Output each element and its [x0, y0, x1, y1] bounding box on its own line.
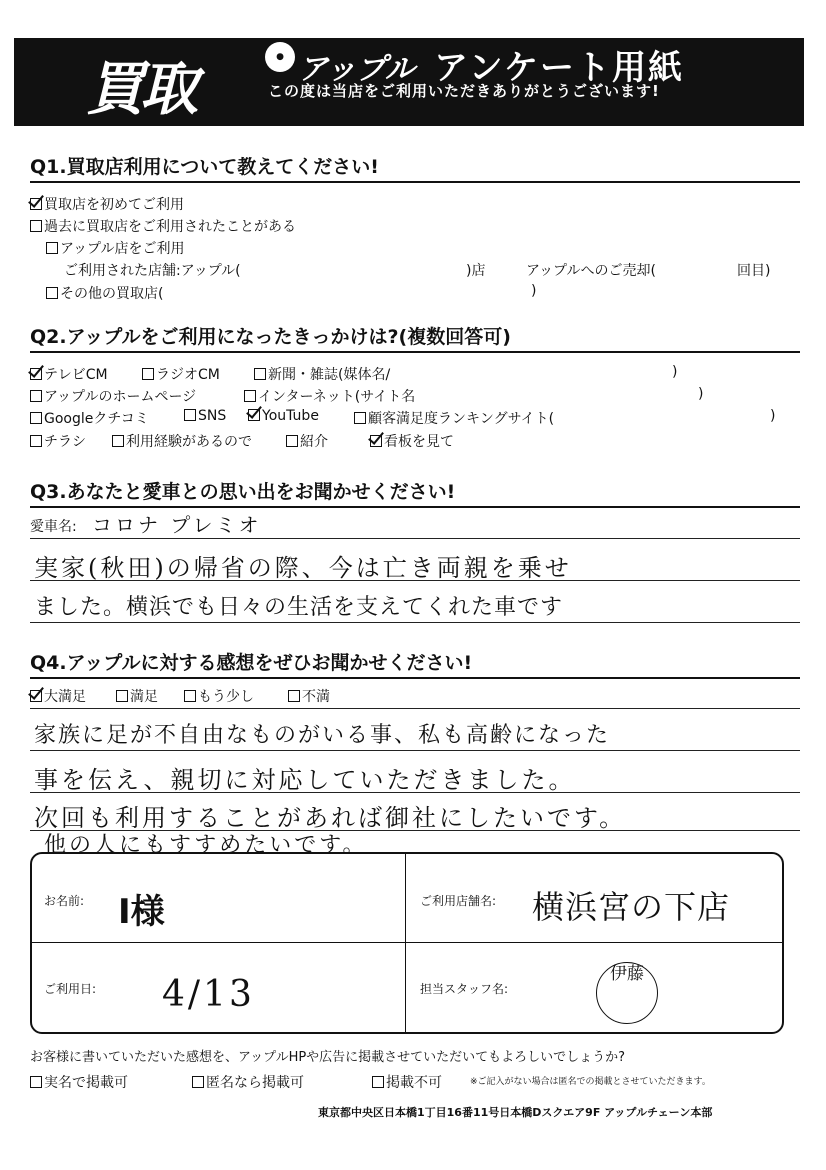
q4-text-line-1: 家族に足が不自由なものがいる事、私も高齢になった [34, 723, 611, 748]
store-label: ご利用店舗名: [420, 894, 497, 908]
checkbox[interactable] [254, 368, 266, 380]
footer-question: お客様に書いていただいた感想を、アップルHPや広告に掲載させていただいてもよろしいでしょうか? [30, 1050, 626, 1065]
checkbox[interactable] [184, 409, 196, 421]
checkbox-checked[interactable] [248, 409, 260, 421]
q2-sns-label: SNS [198, 408, 227, 424]
q2-signboard-label: 看板を見て [384, 434, 454, 450]
header-big-title: 買取 [86, 55, 195, 123]
q2-homepage-option[interactable] [30, 386, 196, 406]
q2-ranking-option[interactable] [354, 408, 554, 428]
staff-stamp: 伊藤 [596, 962, 658, 1024]
q2-paper-option[interactable] [254, 364, 390, 384]
date-label: ご利用日: [44, 982, 97, 996]
date-value: 4/13 [162, 974, 255, 1015]
panel-divider-horizontal [30, 942, 784, 943]
panel-divider-vertical [405, 852, 406, 1034]
checkbox[interactable] [46, 242, 58, 254]
q1-sold-open: アップルへのご売却( [526, 263, 656, 279]
q2-experience-option[interactable] [112, 431, 252, 451]
q3-line-rule [30, 622, 800, 623]
q1-title: Q1.買取店利用について教えてください! [30, 156, 379, 178]
q4-text-line-4: 他の人にもすすめたいです。 [44, 833, 368, 858]
checkbox[interactable] [286, 435, 298, 447]
q4-text-line-3: 次回も利用することがあれば御社にしたいです。 [34, 804, 627, 832]
q2-internet-label: インターネット(サイト名 [258, 389, 416, 405]
checkbox-checked[interactable] [30, 198, 42, 210]
q4-line-rule [30, 750, 800, 751]
q1-past-label: 過去に買取店をご利用されたことがある [44, 219, 296, 235]
checkbox[interactable] [372, 1076, 384, 1088]
q2-paper-close: ) [672, 364, 678, 380]
checkbox[interactable] [30, 412, 42, 424]
q3-title: Q3.あなたと愛車との思い出をお聞かせください! [30, 481, 456, 503]
q2-tv-option[interactable] [30, 364, 108, 384]
checkbox[interactable] [30, 435, 42, 447]
name-label: お名前: [44, 894, 85, 908]
q4-satisfied-option[interactable] [116, 686, 158, 706]
q2-google-option[interactable] [30, 408, 149, 428]
q3-text-line-2: ました。横浜でも日々の生活を支えてくれた車です [34, 595, 564, 620]
q4-little-option[interactable] [184, 686, 254, 706]
checkbox[interactable] [184, 690, 196, 702]
checkbox-checked[interactable] [30, 368, 42, 380]
q1-past-option[interactable] [30, 216, 296, 236]
footer-no-option[interactable] [372, 1072, 442, 1092]
q2-youtube-option[interactable] [248, 408, 319, 424]
footer-anon-option[interactable] [192, 1072, 304, 1092]
q2-signboard-option[interactable] [370, 431, 454, 451]
q2-intro-option[interactable] [286, 431, 328, 451]
q1-store-line-open: ご利用された店舗:アップル( [64, 263, 241, 279]
q4-rule [30, 677, 800, 679]
store-value: 横浜宮の下店 [532, 888, 731, 926]
footer-no-label: 掲載不可 [386, 1075, 442, 1091]
checkbox[interactable] [30, 390, 42, 402]
checkbox[interactable] [142, 368, 154, 380]
q2-paper-label: 新聞・雑誌(媒体名/ [268, 367, 391, 383]
q4-little-label: もう少し [198, 689, 254, 705]
q2-intro-label: 紹介 [300, 434, 328, 450]
q2-experience-label: 利用経験があるので [126, 434, 252, 450]
staff-label: 担当スタッフ名: [420, 982, 509, 996]
q1-apple-label: アップル店をご利用 [60, 241, 185, 257]
q4-very-label: 大満足 [44, 689, 86, 705]
q2-tv-label: テレビCM [44, 367, 108, 383]
footer-real-option[interactable] [30, 1072, 128, 1092]
q4-satisfied-label: 満足 [130, 689, 158, 705]
q4-dissatisfied-label: 不満 [302, 689, 330, 705]
q3-line-rule [30, 580, 800, 581]
q3-text-line-1: 実家(秋田)の帰省の際、今は亡き両親を乗せ [34, 554, 572, 582]
q1-other-option[interactable] [46, 283, 163, 303]
name-value: I様 [118, 892, 165, 932]
q3-car-label: 愛車名: [30, 519, 77, 535]
footer-note: ※ご記入がない場合は匿名での掲載とさせていただきます。 [470, 1077, 711, 1087]
footer-address: 東京都中央区日本橋1丁目16番11号日本橋Dスクエア9F アップルチェーン本部 [318, 1106, 713, 1119]
q4-line-rule [30, 792, 800, 793]
q2-sns-option[interactable] [184, 408, 226, 424]
q2-youtube-label: YouTube [262, 408, 319, 424]
customer-info-panel [30, 852, 784, 1034]
q3-rule [30, 506, 800, 508]
q4-text-line-2: 事を伝え、親切に対応していただきました。 [34, 766, 576, 794]
header-subtitle: この度は当店をご利用いただきありがとうございます! [268, 82, 660, 100]
q1-first-label: 買取店を初めてご利用 [44, 197, 184, 213]
q2-internet-option[interactable] [244, 386, 415, 406]
q2-homepage-label: アップルのホームページ [44, 389, 197, 405]
header-title: アンケート用紙 [434, 48, 684, 88]
q2-internet-close: ) [698, 386, 704, 402]
q2-rule [30, 351, 800, 353]
checkbox[interactable] [288, 690, 300, 702]
q2-flyer-option[interactable] [30, 431, 86, 451]
q2-google-label: Googleクチコミ [44, 411, 149, 427]
q1-sold-close: 回目) [737, 263, 771, 279]
q3-car-name: コロナ プレミオ [92, 513, 262, 537]
footer-real-label: 実名で掲載可 [44, 1075, 128, 1091]
q1-other-label: その他の買取店( [60, 286, 164, 302]
q1-other-close: ) [531, 283, 537, 299]
q1-first-option[interactable] [30, 194, 184, 214]
checkbox-checked[interactable] [370, 435, 382, 447]
q4-dissatisfied-option[interactable] [288, 686, 330, 706]
checkbox[interactable] [30, 220, 42, 232]
checkbox[interactable] [30, 1076, 42, 1088]
q2-ranking-label: 顧客満足度ランキングサイト( [368, 411, 555, 427]
checkbox[interactable] [244, 390, 256, 402]
q1-store-line-close: )店 [466, 263, 486, 279]
q1-rule [30, 181, 800, 183]
q2-flyer-label: チラシ [44, 434, 86, 450]
checkbox[interactable] [354, 412, 366, 424]
q2-radio-label: ラジオCM [156, 367, 220, 383]
header-brand: アップル [298, 52, 415, 87]
q1-apple-option[interactable] [46, 238, 184, 258]
q2-ranking-close: ) [770, 408, 776, 424]
q4-line-rule [30, 708, 800, 709]
footer-anon-label: 匿名なら掲載可 [206, 1075, 304, 1091]
checkbox[interactable] [192, 1076, 204, 1088]
q4-very-option[interactable] [30, 686, 86, 706]
q4-title: Q4.アップルに対する感想をぜひお聞かせください! [30, 652, 473, 674]
checkbox[interactable] [116, 690, 128, 702]
checkbox[interactable] [46, 287, 58, 299]
q2-radio-option[interactable] [142, 364, 220, 384]
checkbox-checked[interactable] [30, 690, 42, 702]
q3-line-rule [30, 538, 800, 539]
q2-title: Q2.アップルをご利用になったきっかけは?(複数回答可) [30, 326, 511, 348]
apple-logo-icon: ● [265, 42, 295, 72]
checkbox[interactable] [112, 435, 124, 447]
